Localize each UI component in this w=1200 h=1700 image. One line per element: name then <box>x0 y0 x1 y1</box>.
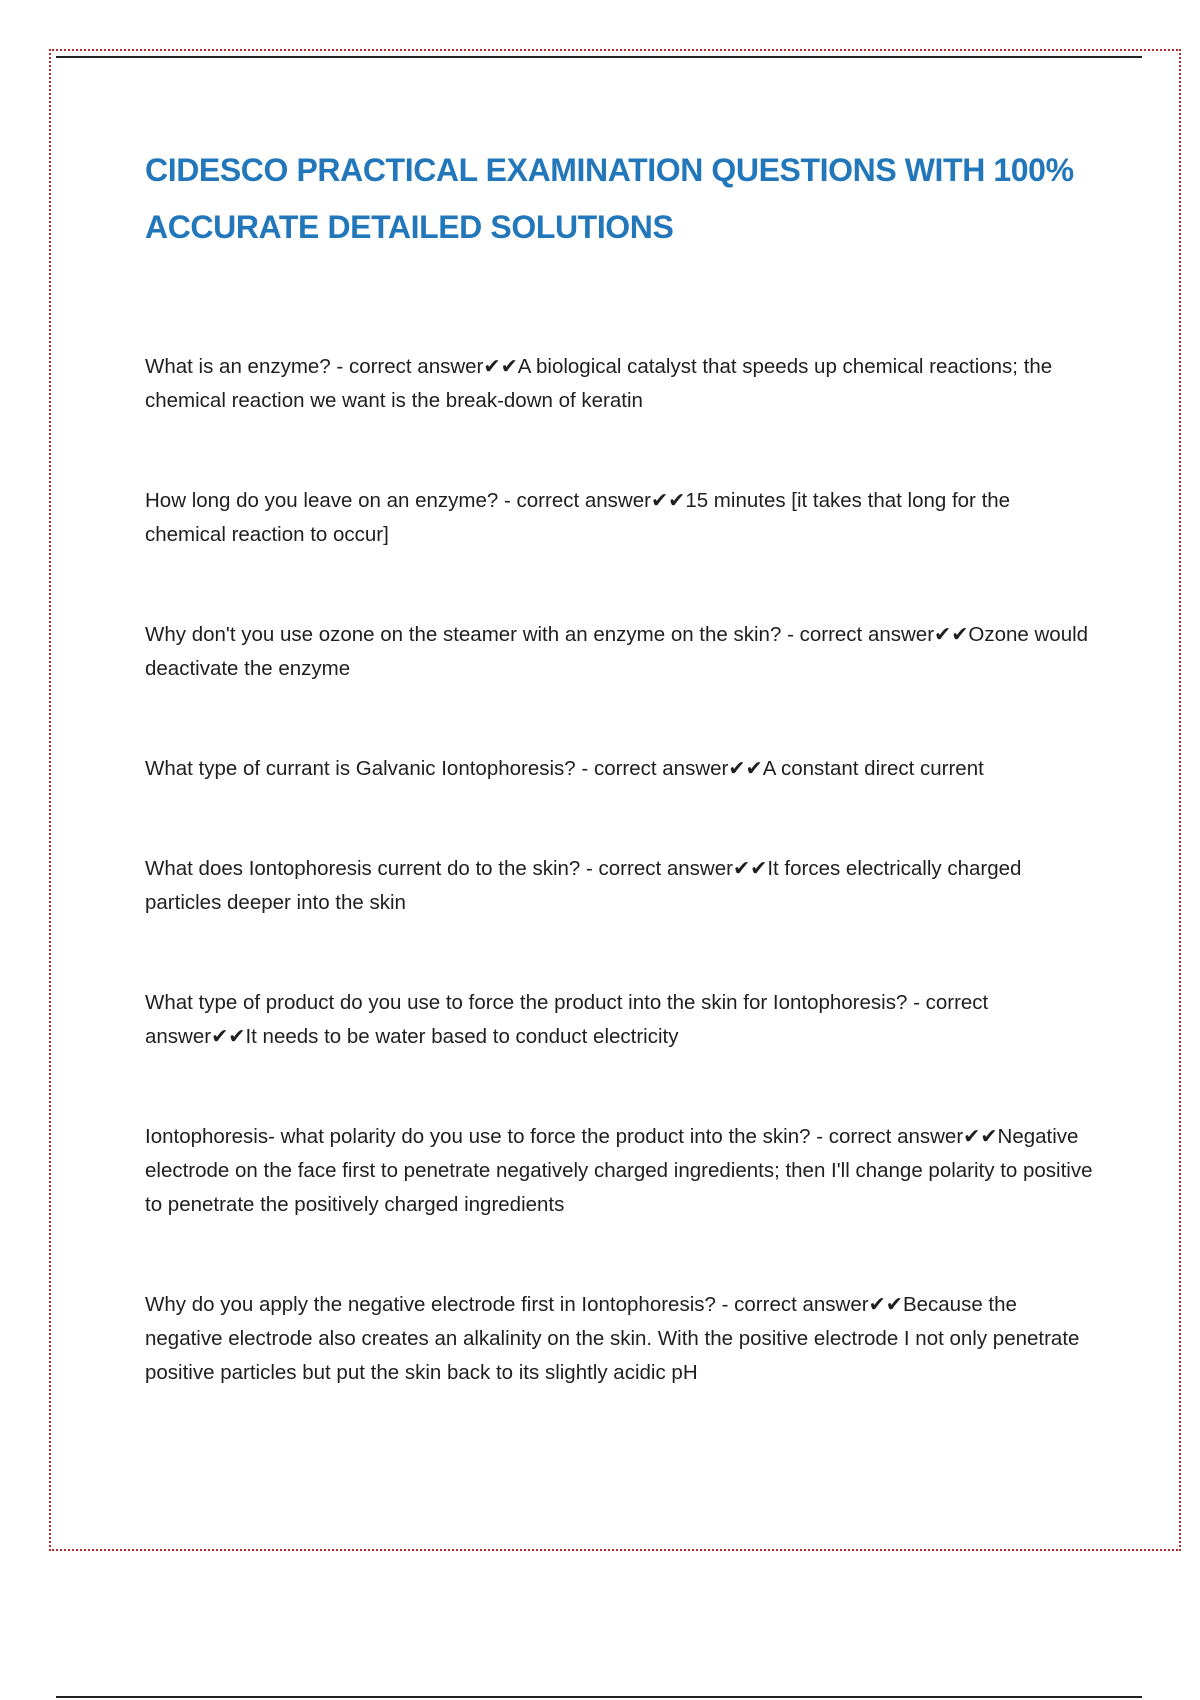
question-text: What does Iontophoresis current do to the skin? <box>145 857 581 880</box>
header-rule <box>56 56 1142 58</box>
question-text: Why don't you use ozone on the steamer with an enzyme on the skin? <box>145 623 782 646</box>
check-icon: ✔✔ <box>211 1025 246 1048</box>
check-icon: ✔✔ <box>483 355 518 378</box>
answer-label: correct answer <box>593 757 729 780</box>
question-text: What is an enzyme? <box>145 355 331 378</box>
answer-label: correct answer <box>734 1293 869 1316</box>
answer-label: correct answer <box>598 857 733 880</box>
check-icon: ✔✔ <box>728 757 763 780</box>
qa-item-6: What type of product do you use to force the product into the skin for Iontophoresis? - correct answer✔✔It needs to be water based to conduct electricity <box>145 991 989 1048</box>
answer-label: correct answer <box>799 623 935 646</box>
qa-item-3: Why don't you use ozone on the steamer with an enzyme on the skin? - correct answer✔✔Ozone would deactivate the enzyme <box>145 623 1089 680</box>
qa-list <box>145 350 1095 1390</box>
answer-text: 15 minutes [it takes that long for the chemical reaction to occur] <box>145 489 1011 546</box>
answer-label: correct answer <box>145 991 989 1048</box>
check-icon: ✔✔ <box>934 623 969 646</box>
answer-label: correct answer <box>516 489 651 512</box>
answer-text: Negative electrode on the face first to penetrate negatively charged ingredients; then I'll change polarity to positive to penetrate the positively charged ingredients <box>145 1125 1093 1216</box>
qa-item-5: What does Iontophoresis current do to the skin? - correct answer✔✔It forces electrically charged particles deeper into the skin <box>145 857 1022 914</box>
answer-text: A biological catalyst that speeds up chemical reactions; the chemical reaction we want is the break-down of keratin <box>145 355 1053 412</box>
answer-text: It needs to be water based to conduct electricity <box>245 1025 679 1048</box>
check-icon: ✔✔ <box>963 1125 998 1148</box>
answer-text: It forces electrically charged particles deeper into the skin <box>145 857 1022 914</box>
qa-item-2: How long do you leave on an enzyme? - correct answer✔✔15 minutes [it takes that long for the chemical reaction to occur] <box>145 489 1011 546</box>
qa-item-8: Why do you apply the negative electrode first in Iontophoresis? - correct answer✔✔Because the negative electrode also creates an alkalinity on the skin. With the positive electrode I not only penetrate positive particles but put the skin back to its slightly acidic pH <box>145 1293 1080 1384</box>
question-text: What type of currant is Galvanic Iontophoresis? <box>145 757 576 780</box>
question-text: What type of product do you use to force the product into the skin for Iontophoresis? <box>145 991 908 1014</box>
answer-label: correct answer <box>828 1125 964 1148</box>
check-icon: ✔✔ <box>732 857 768 880</box>
answer-text: A constant direct current <box>762 757 984 780</box>
check-icon: ✔✔ <box>650 489 686 512</box>
answer-label: correct answer <box>348 355 484 378</box>
qa-item-7: Iontophoresis- what polarity do you use to force the product into the skin? - correct answer✔✔Negative electrode on the face first to penetrate negatively charged ingredients; then I'll change polarity to positive to penetrate the positively charged ingredients <box>145 1125 1093 1216</box>
qa-item-1: What is an enzyme? - correct answer✔✔A biological catalyst that speeds up chemical reactions; the chemical reaction we want is the break-down of keratin <box>145 355 1053 412</box>
question-text: Why do you apply the negative electrode first in Iontophoresis? <box>145 1293 716 1316</box>
check-icon: ✔✔ <box>868 1293 903 1316</box>
footer-rule <box>56 1696 1142 1698</box>
question-text: How long do you leave on an enzyme? <box>145 489 499 512</box>
question-text: Iontophoresis- what polarity do you use to force the product into the skin? <box>145 1125 811 1148</box>
answer-text: Because the negative electrode also creates an alkalinity on the skin. With the positive electrode I not only penetrate positive particles but put the skin back to its slightly acidic pH <box>145 1293 1080 1384</box>
answer-text: Ozone would deactivate the enzyme <box>145 623 1089 680</box>
document-title: CIDESCO PRACTICAL EXAMINATION QUESTIONS WITH 100% ACCURATE DETAILED SOLUTIONS <box>145 152 1074 245</box>
qa-item-4: What type of currant is Galvanic Iontophoresis? - correct answer✔✔A constant direct current <box>145 757 984 780</box>
